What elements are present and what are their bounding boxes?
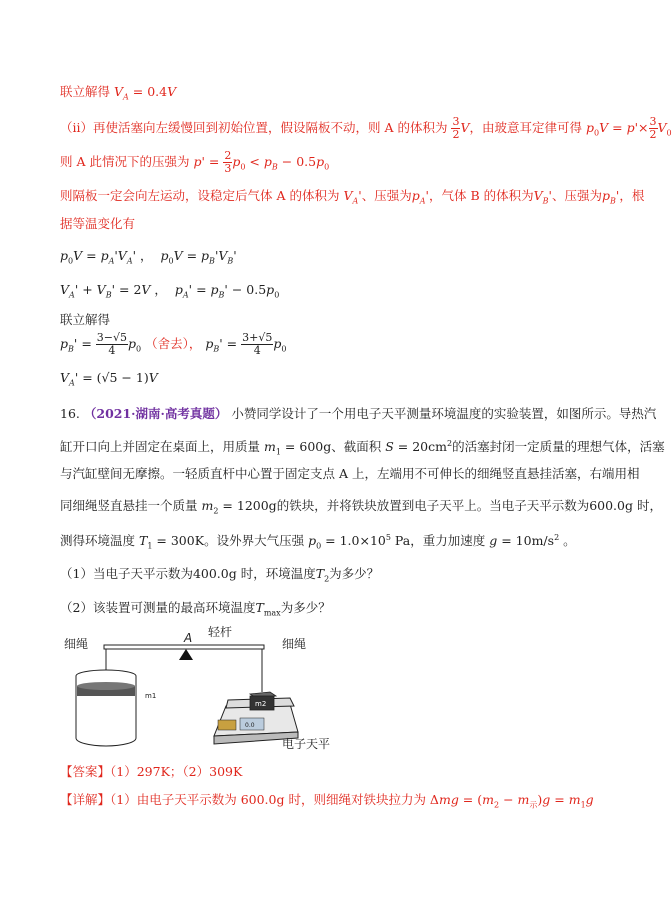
diaphragm-text-d: 、压强为 [551,188,602,203]
question-text-4b: 的铁块，并将铁块放置到电子天平上。当电子天平示数为600.0g 时， [276,498,662,513]
pivot-triangle [179,649,193,660]
question-line-2: 缸开口向上并固定在桌面上，用质量 $m_1 = 600g$、截面积 $S = 20cm^2$的活塞封闭一定质量的理想气体，活塞 [60,439,665,457]
detail-text: （1）由电子天平示数为 600.0g 时，则细绳对铁块拉力为 [110,792,426,807]
diaphragm-text-e: ，根 [619,188,645,203]
iron-block [250,692,276,710]
result-va: $V_A' = (√5 - 1)V$ [60,370,158,388]
isothermal-line [60,214,135,234]
pressure-line: 则 A 此情况下的压强为 p' = $\frac{2}{3}$ $p_0 < p_B - 0.5p_0$ [60,149,330,175]
question-text-5c: ，重力加速度 [410,533,486,549]
step-ii-text: （ⅱ）再使活塞向左缓慢回到初始位置，假设隔板不动，则 A 的体积为 [60,120,448,135]
balance-buttons [218,720,236,730]
step-ii-text-b: ，由玻意耳定律可得 [469,120,583,135]
question-text-3: 与汽缸壁间无摩擦。一轻质直杆中心置于固定支点 A 上，左端用不可伸长的细绳竖直悬挂活塞，右端用相 [60,466,640,481]
question-text-5b: 。设外界大气压强 [204,533,305,549]
question-text-2a: 缸开口向上并固定在桌面上，用质量 [60,439,261,455]
equation-2: $V_A' + V_B' = 2V$ ， $p_A' = p_B' - 0.5p_0$ [60,282,280,300]
block-mass-label: m2 [255,700,267,708]
isothermal-text: 据等温变化有 [60,216,136,231]
question-number: 16. [60,406,80,421]
question-line-1 [60,404,656,424]
balance-label: 电子天平 [282,737,331,751]
question-line-4: 同细绳竖直悬挂一个质量 $m_2 = 1200g$的铁块，并将铁块放置到电子天平上。当电子天平示数为600.0g 时， [60,498,662,516]
rope-right-label: 细绳 [282,637,307,651]
pressure-text: 则 A 此情况下的压强为 [60,154,190,169]
question-text-2b: 、截面积 [331,439,382,455]
question-text-2c: 的活塞封闭一定质量的理想气体，活塞 [452,439,665,455]
subquestion-1-text-b: 为多少？ [329,566,380,581]
rod-label: 轻杆 [208,625,233,639]
cylinder [76,670,136,746]
diaphragm-text-b: 、压强为 [361,188,412,203]
pivot-label: A [184,631,193,645]
answer-line [60,762,242,782]
solve-line-2 [60,310,110,330]
display-readout: 0.0 [245,722,255,729]
diaphragm-line: 则隔板一定会向左运动，设稳定后气体 A 的体积为 $V_A'$、压强为$p_A'$，气体 B 的体积为$V_B'$、压强为$p_B'$，根 [60,188,645,206]
detail-line: 【详解】（1）由电子天平示数为 600.0g 时，则细绳对铁块拉力为 $\Delta mg = (m_2 - m_示)g = m_1g$ [60,792,594,810]
question-text-1: 小赞同学设计了一个用电子天平测量环境温度的实验装置，如图所示。导热汽 [231,406,657,421]
solve-label-2: 联立解得 [60,312,111,327]
subquestion-2-text-b: 为多少？ [280,600,331,615]
piston-mass-label: m1 [145,692,157,700]
detail-label: 【详解】 [60,792,111,807]
subquestion-2-text: （2）该装置可测量的最高环境温度 [60,600,256,615]
subquestion-1: （1）当电子天平示数为400.0g 时，环境温度$T_2$为多少？ [60,566,380,584]
diaphragm-text: 则隔板一定会向左运动，设稳定后气体 A 的体积为 [60,188,340,203]
answer-text: （1）297K；（2）309K [110,764,243,779]
diaphragm-text-c: ，气体 B 的体积为 [428,188,534,203]
question-source: （2021·湖南·高考真题） [83,406,228,421]
equation-1: $p_0V = p_A'V_A'$ ， $p_0V = p_B'V_B'$ [60,248,237,266]
rod [104,645,264,649]
discard-note: （舍去）， [145,336,202,351]
question-text-4a: 同细绳竖直悬挂一个质量 [60,498,198,513]
subquestion-2: （2）该装置可测量的最高环境温度$T_{max}$为多少？ [60,600,331,618]
solve-label: 联立解得 [60,84,111,99]
apparatus-figure [0,620,640,760]
answer-label: 【答案】 [60,764,111,779]
rope-left-label: 细绳 [64,637,89,651]
result-pb: $p_B'$ = $\frac{3-√5}{4}$ $p_0$ （舍去）， $p_B'$ = $\frac{3+√5}{4}$ $p_0$ [60,331,287,357]
question-line-5: 测得环境温度 $T_1 = 300K$。设外界大气压强 $p_0 = 1.0\times 10^5$ Pa，重力加速度 $g = 10m/s^2$ 。 [60,533,576,551]
step-ii-line: （ⅱ）再使活塞向左缓慢回到初始位置，假设隔板不动，则 A 的体积为 $\frac{3}{2}$ V，由玻意耳定律可得 $p_0V = p'\times$ $\frac{3}{2}$ $V_0$ [60,115,672,141]
question-line-3 [60,464,639,484]
subquestion-1-text: （1）当电子天平示数为400.0g 时，环境温度 [60,566,316,581]
question-text-5a: 测得环境温度 [60,533,136,549]
solve-line-1: 联立解得 $V_A = 0.4V$ [60,84,177,102]
